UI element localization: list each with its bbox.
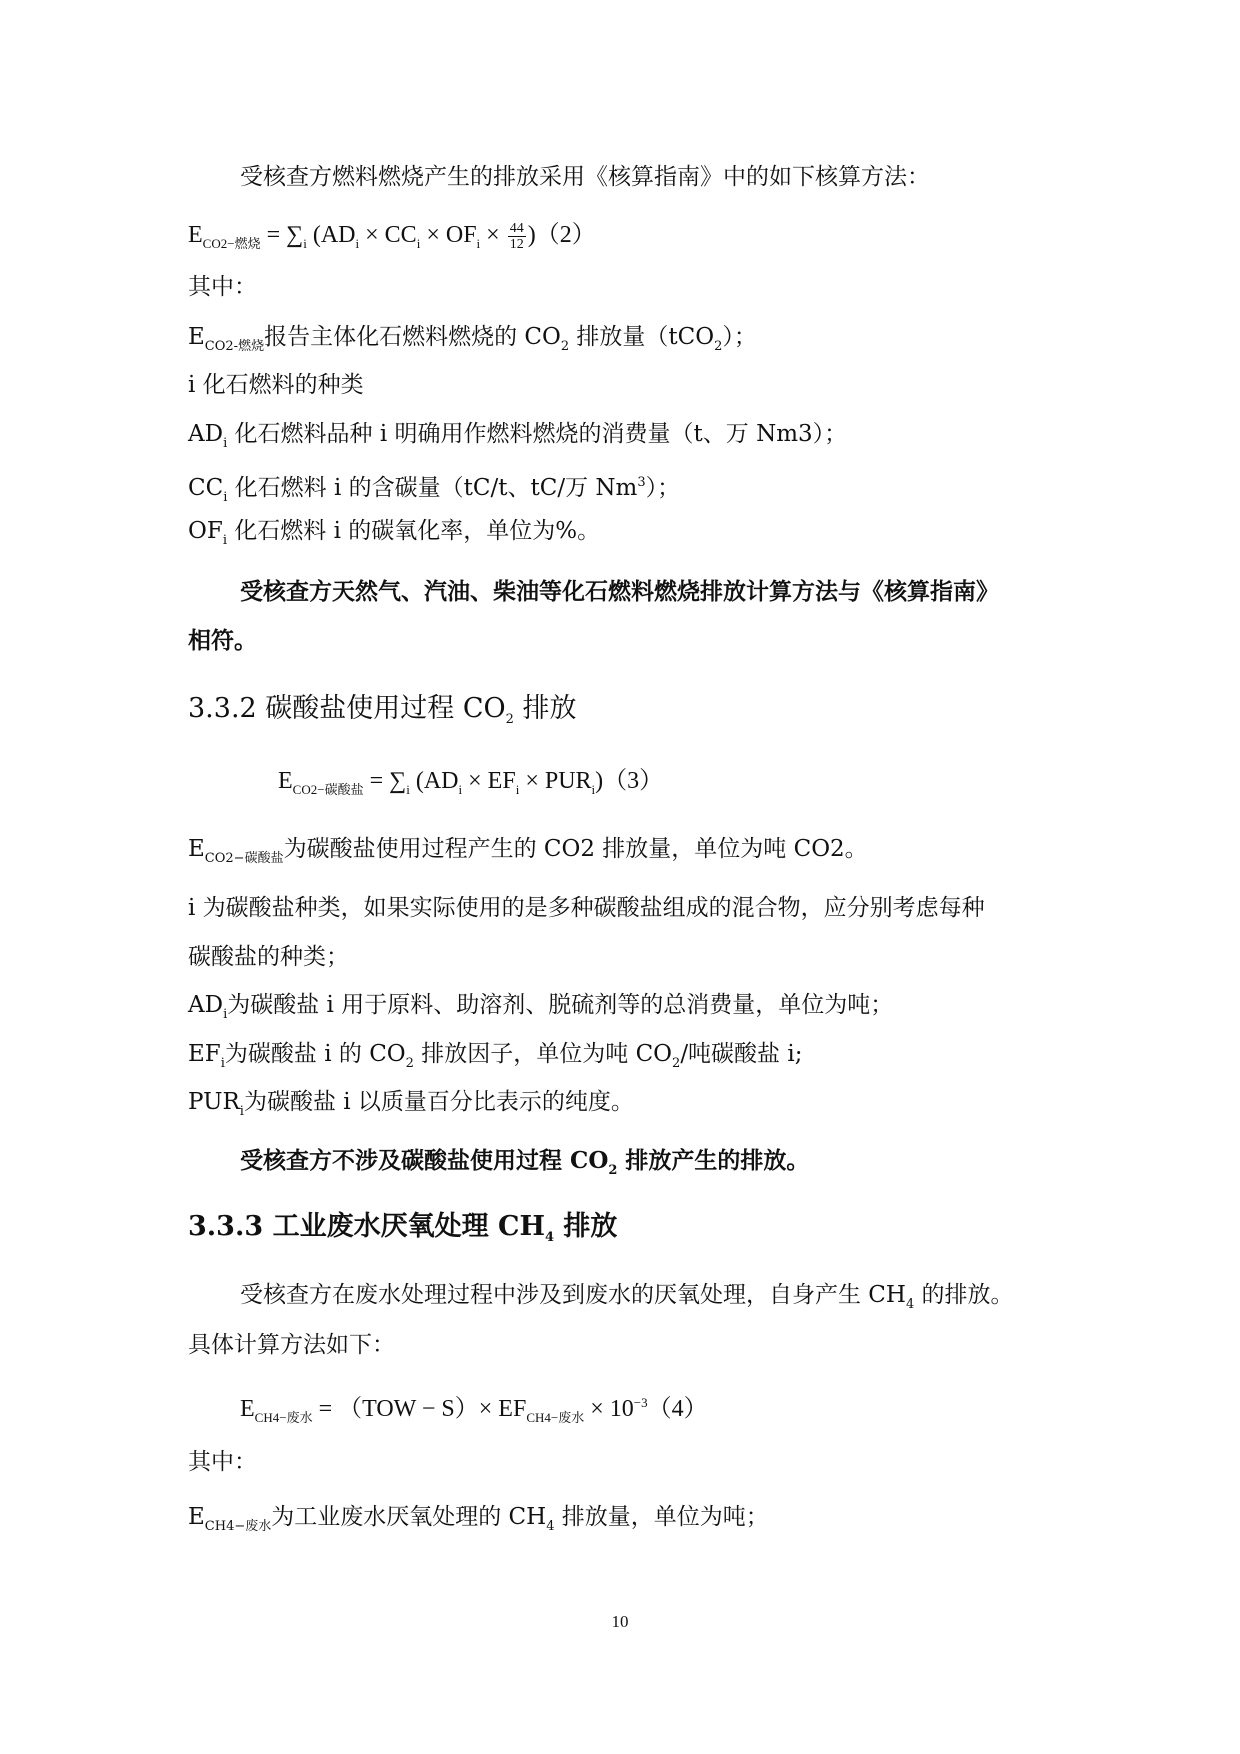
definition-e-co2-carbonate: $E_{CO2-碳酸盐}$为碳酸盐使用过程产生的 CO2 排放量，单位为吨 CO2。 — [188, 836, 868, 866]
qizhong-label-1: 其中： — [188, 274, 257, 300]
equation-3: $E_{CO2-碳酸盐} = \sum_i$ $(AD_i \times EF_i \times PUR_i)(3)$ — [278, 768, 664, 797]
equation-4: $E_{CH4-废水} = (TOW - S)\times EF_{CH4-废水} \times 10^{-3}(4)$ — [240, 1395, 708, 1425]
definition-carbonate-type: i 为碳酸盐种类，如果实际使用的是多种碳酸盐组成的混合物，应分别考虑每种 — [188, 895, 985, 921]
definition-carbonate-pur: $PUR_i$为碳酸盐 i 以质量百分比表示的纯度。 — [188, 1089, 634, 1119]
definition-carbonate-ef: $EF_i$为碳酸盐 i 的 $CO_2$ 排放因子，单位为吨 $CO_2/$吨碳酸盐 i; — [188, 1041, 803, 1071]
page-number: 10 — [611, 1612, 629, 1631]
definition-carbonate-type-cont: 碳酸盐的种类； — [188, 944, 349, 970]
definition-of: $OF_i$ 化石燃料 i 的碳氧化率，单位为%。 — [188, 518, 601, 548]
definition-cc: $CC_i$ 化石燃料 i 的含碳量（tC/t、tC/万 Nm$^3$）； — [188, 475, 681, 505]
definition-e-ch4-wastewater: $E_{CH4-废水}$为工业废水厌氧处理的 $CH_4$ 排放量，单位为吨； — [188, 1504, 769, 1534]
conclusion-combustion: 受核查方天然气、汽油、柴油等化石燃料燃烧排放计算方法与《核算指南》 — [240, 578, 999, 605]
wastewater-intro: 受核查方在废水处理过程中涉及到废水的厌氧处理，自身产生 $CH_4$ 的排放。 — [240, 1282, 1014, 1312]
section-heading-3-3-2: 3.3.2 碳酸盐使用过程 $CO_2$ 排放 — [188, 693, 577, 727]
definition-e-co2-combustion: $E_{CO2-燃烧}$报告主体化石燃料燃烧的 $CO_2$ 排放量（tCO$_2$）； — [188, 324, 757, 354]
wastewater-intro-cont: 具体计算方法如下： — [188, 1332, 395, 1358]
equation-2: $E_{CO2-燃烧} = \sum_i$ ($AD_i \times CC_i \times OF_i$ × $\frac{44}{12}$ )（2） — [188, 220, 596, 252]
definition-ad: $AD_i$ 化石燃料品种 i 明确用作燃料燃烧的消费量（t、万 Nm3）； — [188, 421, 848, 451]
qizhong-label-2: 其中： — [188, 1449, 257, 1475]
fraction-44-12: $\frac{44}{12}$ — [509, 220, 524, 252]
definition-i: i 化石燃料的种类 — [188, 372, 364, 398]
conclusion-combustion-cont: 相符。 — [188, 627, 257, 654]
definition-carbonate-ad: $AD_i$为碳酸盐 i 用于原料、助溶剂、脱硫剂等的总消费量，单位为吨； — [188, 992, 894, 1022]
section-heading-3-3-3: 3.3.3 工业废水厌氧处理 $CH_4$ 排放 — [188, 1211, 618, 1245]
intro-paragraph: 受核查方燃料燃烧产生的排放采用《核算指南》中的如下核算方法： — [240, 164, 930, 190]
conclusion-carbonate: 受核查方不涉及碳酸盐使用过程 $CO_2$ 排放产生的排放。 — [240, 1147, 810, 1178]
